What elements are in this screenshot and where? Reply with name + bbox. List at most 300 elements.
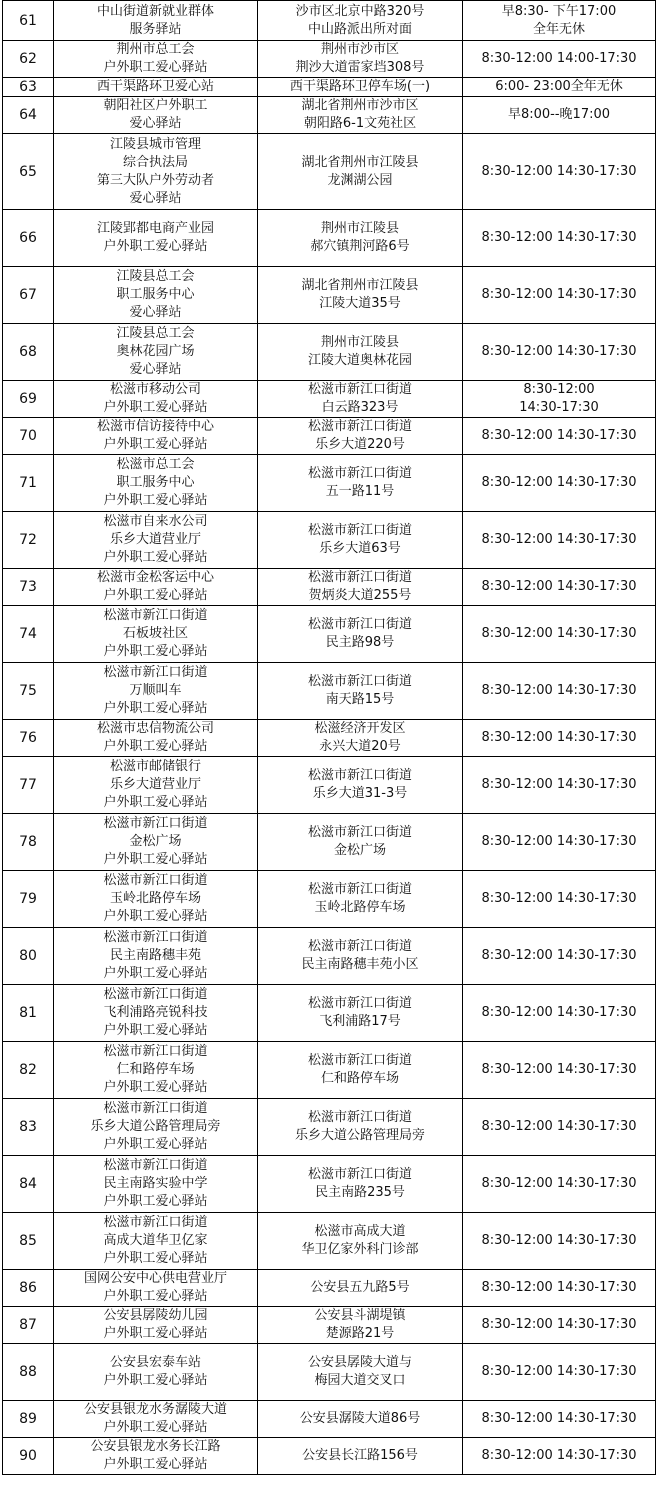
station-name-line: 户外职工爱心驿站 <box>103 644 208 659</box>
table-row <box>3 418 656 455</box>
table-row <box>3 210 656 267</box>
service-station-table <box>2 0 656 1475</box>
hours-line: 8:30-12:00 14:30-17:30 <box>481 891 637 906</box>
row-number: 83 <box>3 1099 54 1156</box>
address-line: 南天路15号 <box>325 692 395 707</box>
address-line: 公安县孱陵大道与 <box>307 1355 412 1370</box>
station-name-cell <box>54 720 258 757</box>
address-line: 松滋市新江口街道 <box>307 768 412 783</box>
address-line: 民主路98号 <box>325 635 395 650</box>
row-number: 85 <box>3 1213 54 1270</box>
station-name-line: 户外职工爱心驿站 <box>103 1289 208 1304</box>
station-name-line: 奥林花园广场 <box>116 344 195 359</box>
row-number: 63 <box>3 78 54 97</box>
table-row <box>3 1042 656 1099</box>
hours-line: 8:30-12:00 14:30-17:30 <box>481 344 637 359</box>
station-name-line: 户外职工爱心驿站 <box>103 493 208 508</box>
station-name-line: 江陵县总工会 <box>116 326 195 341</box>
row-number: 61 <box>3 1 54 41</box>
address-line: 松滋市新江口街道 <box>307 996 412 1011</box>
address-line: 乐乡大道31-3号 <box>312 786 408 801</box>
station-name-line: 公安县孱陵幼儿园 <box>103 1308 208 1323</box>
station-name-line: 松滋市忠信物流公司 <box>96 721 214 736</box>
hours-line: 早8:30- 下午17:00 <box>501 3 617 19</box>
station-name-line: 荆州市总工会 <box>116 42 195 57</box>
address-line: 郝穴镇荆河路6号 <box>310 239 410 254</box>
table-row <box>3 757 656 814</box>
address-line: 乐乡大道63号 <box>319 541 401 556</box>
hours-line: 8:30-12:00 14:30-17:30 <box>481 1005 637 1020</box>
station-name-line: 乐乡大道营业厅 <box>109 777 201 792</box>
address-line: 松滋市新江口街道 <box>307 617 412 632</box>
station-name-cell <box>54 1156 258 1213</box>
station-name-line: 第三大队户外劳动者 <box>96 172 214 188</box>
station-name-line: 民主南路穗丰苑 <box>109 948 201 963</box>
hours-cell <box>463 78 656 97</box>
address-cell <box>258 606 463 663</box>
hours-cell <box>463 1438 656 1475</box>
station-name-line: 石板坡社区 <box>122 626 188 641</box>
table-row <box>3 663 656 720</box>
row-number: 73 <box>3 569 54 606</box>
station-name-line: 户外职工爱心驿站 <box>103 1373 208 1388</box>
station-name-line: 西干渠路环卫爱心站 <box>96 79 214 94</box>
row-number: 80 <box>3 928 54 985</box>
station-name-line: 金松广场 <box>129 834 182 849</box>
row-number: 90 <box>3 1438 54 1475</box>
station-name-cell <box>54 871 258 928</box>
hours-cell <box>463 324 656 381</box>
table-row <box>3 41 656 78</box>
station-name-line: 江陵县城市管理 <box>109 136 201 152</box>
address-cell <box>258 1270 463 1307</box>
row-number: 88 <box>3 1344 54 1401</box>
row-number: 68 <box>3 324 54 381</box>
station-name-cell <box>54 210 258 267</box>
row-number: 64 <box>3 97 54 134</box>
station-name-line: 松滋市移动公司 <box>109 382 201 397</box>
station-name-cell <box>54 814 258 871</box>
station-name-line: 户外职工爱心驿站 <box>103 739 208 754</box>
station-name-cell <box>54 1307 258 1344</box>
hours-cell <box>463 512 656 569</box>
table-row <box>3 512 656 569</box>
station-name-line: 户外职工爱心驿站 <box>103 1251 208 1266</box>
address-line: 龙渊湖公园 <box>327 172 393 188</box>
station-name-line: 职工服务中心 <box>116 475 195 490</box>
station-name-line: 松滋市金松客运中心 <box>96 570 214 585</box>
station-name-line: 户外职工爱心驿站 <box>103 550 208 565</box>
address-cell <box>258 210 463 267</box>
address-cell <box>258 1 463 41</box>
row-number: 81 <box>3 985 54 1042</box>
hours-line: 14:30-17:30 <box>519 400 599 415</box>
station-name-cell <box>54 134 258 210</box>
station-name-line: 玉岭北路停车场 <box>109 891 201 906</box>
station-name-line: 职工服务中心 <box>116 287 195 302</box>
station-name-line: 户外职工爱心驿站 <box>103 1326 208 1341</box>
station-name-line: 综合执法局 <box>122 154 188 170</box>
hours-line: 8:30-12:00 14:30-17:30 <box>481 777 637 792</box>
station-name-line: 松滋市新江口街道 <box>103 665 208 680</box>
table-row <box>3 1438 656 1475</box>
hours-line: 8:30-12:00 14:30-17:30 <box>481 834 637 849</box>
hours-line: 8:30-12:00 14:30-17:30 <box>481 1317 637 1332</box>
station-name-line: 户外职工爱心驿站 <box>103 1137 208 1152</box>
hours-line: 8:30-12:00 <box>523 382 595 397</box>
station-name-cell <box>54 1401 258 1438</box>
station-name-cell <box>54 985 258 1042</box>
address-line: 荆州市江陵县 <box>320 221 399 236</box>
station-name-line: 户外职工爱心驿站 <box>103 1080 208 1095</box>
address-line: 松滋市新江口街道 <box>307 523 412 538</box>
hours-cell <box>463 1099 656 1156</box>
address-cell <box>258 569 463 606</box>
station-name-line: 户外职工爱心驿站 <box>103 1457 208 1472</box>
address-line: 松滋市新江口街道 <box>307 882 412 897</box>
row-number: 87 <box>3 1307 54 1344</box>
table-row <box>3 1156 656 1213</box>
address-line: 梅园大道交叉口 <box>314 1373 406 1388</box>
hours-line: 8:30-12:00 14:30-17:30 <box>481 626 637 641</box>
station-name-cell <box>54 1042 258 1099</box>
station-name-cell <box>54 606 258 663</box>
address-cell <box>258 720 463 757</box>
address-line: 松滋经济开发区 <box>314 721 406 736</box>
address-line: 贺炳炎大道255号 <box>308 588 412 603</box>
station-name-line: 服务驿站 <box>129 21 182 37</box>
address-cell <box>258 985 463 1042</box>
station-name-line: 户外职工爱心驿站 <box>103 60 208 75</box>
address-cell <box>258 1213 463 1270</box>
address-cell <box>258 1401 463 1438</box>
address-line: 湖北省荆州市江陵县 <box>301 278 419 293</box>
station-name-line: 民主南路实验中学 <box>103 1176 208 1191</box>
row-number: 74 <box>3 606 54 663</box>
station-name-line: 户外职工爱心驿站 <box>103 588 208 603</box>
station-name-line: 松滋市新江口街道 <box>103 1158 208 1173</box>
address-line: 乐乡大道公路管理局旁 <box>294 1128 425 1143</box>
station-name-line: 松滋市新江口街道 <box>103 1044 208 1059</box>
hours-line: 8:30-12:00 14:30-17:30 <box>481 428 637 443</box>
address-line: 松滋市高成大道 <box>314 1224 406 1239</box>
hours-cell <box>463 97 656 134</box>
hours-cell <box>463 1270 656 1307</box>
address-cell <box>258 134 463 210</box>
row-number: 77 <box>3 757 54 814</box>
hours-cell <box>463 381 656 418</box>
address-cell <box>258 814 463 871</box>
row-number: 84 <box>3 1156 54 1213</box>
address-cell <box>258 928 463 985</box>
hours-cell <box>463 41 656 78</box>
address-line: 公安县长江路156号 <box>302 1448 418 1463</box>
row-number: 65 <box>3 134 54 210</box>
station-name-line: 松滋市新江口街道 <box>103 816 208 831</box>
hours-cell <box>463 134 656 210</box>
station-name-cell <box>54 1099 258 1156</box>
hours-cell <box>463 267 656 324</box>
station-name-line: 户外职工爱心驿站 <box>103 239 208 254</box>
table-row <box>3 871 656 928</box>
address-cell <box>258 1307 463 1344</box>
address-line: 江陵大道奥林花园 <box>307 353 412 368</box>
table-row <box>3 1344 656 1401</box>
hours-line: 8:30-12:00 14:30-17:30 <box>481 1233 637 1248</box>
table-row <box>3 267 656 324</box>
table-row <box>3 455 656 512</box>
table-row <box>3 1307 656 1344</box>
address-cell <box>258 1099 463 1156</box>
table-row <box>3 1 656 41</box>
table-row <box>3 720 656 757</box>
address-line: 公安县五九路5号 <box>310 1280 410 1295</box>
hours-cell <box>463 606 656 663</box>
table-row <box>3 78 656 97</box>
station-name-cell <box>54 663 258 720</box>
station-name-line: 松滋市信访接待中心 <box>96 419 214 434</box>
address-line: 乐乡大道220号 <box>315 437 405 452</box>
row-number: 75 <box>3 663 54 720</box>
address-line: 民主南路235号 <box>315 1185 405 1200</box>
station-name-line: 高成大道华卫亿家 <box>103 1233 208 1248</box>
address-line: 飞利浦路17号 <box>319 1014 401 1029</box>
hours-cell <box>463 1 656 41</box>
station-name-line: 松滋市自来水公司 <box>103 514 208 529</box>
address-line: 金松广场 <box>333 843 386 858</box>
row-number: 79 <box>3 871 54 928</box>
station-name-line: 爱心驿站 <box>129 305 182 320</box>
row-number: 67 <box>3 267 54 324</box>
station-name-line: 公安县银龙水务长江路 <box>90 1439 221 1454</box>
row-number: 82 <box>3 1042 54 1099</box>
station-name-cell <box>54 324 258 381</box>
hours-line: 8:30-12:00 14:30-17:30 <box>481 1411 637 1426</box>
station-name-cell <box>54 1213 258 1270</box>
address-cell <box>258 1344 463 1401</box>
row-number: 69 <box>3 381 54 418</box>
hours-cell <box>463 1213 656 1270</box>
address-cell <box>258 418 463 455</box>
address-line: 松滋市新江口街道 <box>307 674 412 689</box>
address-line: 五一路11号 <box>325 484 395 499</box>
address-line: 松滋市新江口街道 <box>307 466 412 481</box>
address-line: 公安县潺陵大道86号 <box>299 1411 421 1426</box>
address-line: 松滋市新江口街道 <box>307 419 412 434</box>
address-line: 荆州市沙市区 <box>320 42 399 57</box>
table-row <box>3 1270 656 1307</box>
hours-line: 6:00- 23:00全年无休 <box>495 79 623 94</box>
row-number: 76 <box>3 720 54 757</box>
address-cell <box>258 1438 463 1475</box>
hours-line: 8:30-12:00 14:30-17:30 <box>481 1176 637 1191</box>
address-cell <box>258 97 463 134</box>
station-name-line: 公安县宏泰车站 <box>109 1355 201 1370</box>
station-name-line: 松滋市新江口街道 <box>103 608 208 623</box>
station-name-line: 户外职工爱心驿站 <box>103 909 208 924</box>
hours-cell <box>463 663 656 720</box>
station-name-line: 松滋市邮储银行 <box>109 759 201 774</box>
station-name-line: 江陵县总工会 <box>116 269 195 284</box>
hours-line: 8:30-12:00 14:30-17:30 <box>481 475 637 490</box>
hours-line: 8:30-12:00 14:30-17:30 <box>481 287 637 302</box>
table-row <box>3 1213 656 1270</box>
table-row <box>3 381 656 418</box>
address-line: 仁和路停车场 <box>320 1071 399 1086</box>
station-name-line: 中山街道新就业群体 <box>96 3 214 19</box>
row-number: 78 <box>3 814 54 871</box>
hours-line: 8:30-12:00 14:30-17:30 <box>481 230 637 245</box>
station-name-cell <box>54 78 258 97</box>
station-name-cell <box>54 267 258 324</box>
address-line: 沙市区北京中路320号 <box>295 3 425 19</box>
hours-cell <box>463 720 656 757</box>
station-name-line: 国网公安中心供电营业厅 <box>83 1271 227 1286</box>
station-name-line: 户外职工爱心驿站 <box>103 795 208 810</box>
table-row <box>3 324 656 381</box>
station-name-cell <box>54 1 258 41</box>
row-number: 72 <box>3 512 54 569</box>
table-row <box>3 569 656 606</box>
hours-line: 8:30-12:00 14:30-17:30 <box>481 532 637 547</box>
hours-line: 8:30-12:00 14:30-17:30 <box>481 730 637 745</box>
address-line: 白云路323号 <box>321 400 399 415</box>
address-line: 朝阳路6-1文苑社区 <box>303 116 417 131</box>
hours-cell <box>463 1307 656 1344</box>
hours-line: 8:30-12:00 14:30-17:30 <box>481 1364 637 1379</box>
hours-cell <box>463 814 656 871</box>
hours-cell <box>463 418 656 455</box>
address-line: 江陵大道35号 <box>319 296 401 311</box>
hours-cell <box>463 928 656 985</box>
address-line: 中山路派出所对面 <box>307 21 412 37</box>
hours-cell <box>463 1401 656 1438</box>
address-line: 永兴大道20号 <box>319 739 401 754</box>
station-name-cell <box>54 757 258 814</box>
address-cell <box>258 663 463 720</box>
address-cell <box>258 512 463 569</box>
station-name-line: 户外职工爱心驿站 <box>103 1420 208 1435</box>
table-row <box>3 1401 656 1438</box>
address-cell <box>258 324 463 381</box>
station-name-line: 松滋市新江口街道 <box>103 873 208 888</box>
station-name-line: 爱心驿站 <box>129 362 182 377</box>
station-name-cell <box>54 569 258 606</box>
station-name-cell <box>54 455 258 512</box>
address-line: 玉岭北路停车场 <box>314 900 406 915</box>
address-line: 松滋市新江口街道 <box>307 570 412 585</box>
table-row <box>3 1099 656 1156</box>
station-name-line: 户外职工爱心驿站 <box>103 437 208 452</box>
address-cell <box>258 267 463 324</box>
station-name-line: 户外职工爱心驿站 <box>103 1194 208 1209</box>
address-line: 西干渠路环卫停车场(一) <box>289 79 431 94</box>
hours-line: 8:30-12:00 14:30-17:30 <box>481 579 637 594</box>
station-name-cell <box>54 1270 258 1307</box>
station-name-line: 爱心驿站 <box>129 116 182 131</box>
station-name-line: 户外职工爱心驿站 <box>103 966 208 981</box>
station-name-line: 乐乡大道营业厅 <box>109 532 201 547</box>
table-row <box>3 97 656 134</box>
station-name-cell <box>54 41 258 78</box>
hours-line: 8:30-12:00 14:00-17:30 <box>481 51 637 66</box>
table-row <box>3 928 656 985</box>
hours-cell <box>463 985 656 1042</box>
station-name-cell <box>54 97 258 134</box>
row-number: 66 <box>3 210 54 267</box>
station-name-line: 朝阳社区户外职工 <box>103 98 208 113</box>
address-line: 湖北省荆州市江陵县 <box>301 154 419 170</box>
hours-cell <box>463 455 656 512</box>
station-name-line: 松滋市新江口街道 <box>103 930 208 945</box>
hours-line: 8:30-12:00 14:30-17:30 <box>481 1448 637 1463</box>
table-row <box>3 814 656 871</box>
address-line: 湖北省荆州市沙市区 <box>301 98 419 113</box>
row-number: 62 <box>3 41 54 78</box>
address-line: 松滋市新江口街道 <box>307 939 412 954</box>
address-line: 荆沙大道雷家垱308号 <box>295 60 425 75</box>
hours-line: 8:30-12:00 14:30-17:30 <box>481 1280 637 1295</box>
station-name-line: 爱心驿站 <box>129 190 182 206</box>
hours-line: 8:30-12:00 14:30-17:30 <box>481 163 637 179</box>
hours-line: 8:30-12:00 14:30-17:30 <box>481 948 637 963</box>
table-body <box>3 1 656 1475</box>
address-line: 松滋市新江口街道 <box>307 1167 412 1182</box>
address-line: 华卫亿家外科门诊部 <box>301 1242 419 1257</box>
station-name-line: 江陵郢都电商产业园 <box>96 221 214 236</box>
hours-line: 8:30-12:00 14:30-17:30 <box>481 1119 637 1134</box>
row-number: 86 <box>3 1270 54 1307</box>
table-row <box>3 606 656 663</box>
address-line: 松滋市新江口街道 <box>307 1110 412 1125</box>
station-name-line: 户外职工爱心驿站 <box>103 701 208 716</box>
hours-cell <box>463 871 656 928</box>
hours-cell <box>463 1042 656 1099</box>
address-cell <box>258 41 463 78</box>
row-number: 70 <box>3 418 54 455</box>
row-number: 89 <box>3 1401 54 1438</box>
station-name-line: 户外职工爱心驿站 <box>103 852 208 867</box>
station-name-line: 飞利浦路亮锐科技 <box>103 1005 208 1020</box>
address-line: 公安县斗湖堤镇 <box>314 1308 406 1323</box>
address-line: 楚源路21号 <box>325 1326 395 1341</box>
table-row <box>3 985 656 1042</box>
station-name-line: 公安县银龙水务潺陵大道 <box>83 1402 227 1417</box>
station-name-line: 松滋市总工会 <box>116 457 195 472</box>
hours-line: 8:30-12:00 14:30-17:30 <box>481 1062 637 1077</box>
station-name-line: 乐乡大道公路管理局旁 <box>90 1119 221 1134</box>
address-line: 荆州市江陵县 <box>320 335 399 350</box>
hours-line: 全年无休 <box>532 21 585 37</box>
hours-line: 早8:00--晚17:00 <box>507 107 611 122</box>
hours-cell <box>463 1156 656 1213</box>
address-line: 松滋市新江口街道 <box>307 1053 412 1068</box>
station-name-line: 户外职工爱心驿站 <box>103 1023 208 1038</box>
address-cell <box>258 757 463 814</box>
station-name-line: 松滋市新江口街道 <box>103 1101 208 1116</box>
station-name-cell <box>54 1438 258 1475</box>
station-name-line: 松滋市新江口街道 <box>103 1215 208 1230</box>
hours-cell <box>463 210 656 267</box>
station-name-line: 户外职工爱心驿站 <box>103 400 208 415</box>
station-name-cell <box>54 418 258 455</box>
station-name-line: 松滋市新江口街道 <box>103 987 208 1002</box>
station-name-cell <box>54 928 258 985</box>
address-cell <box>258 871 463 928</box>
address-cell <box>258 78 463 97</box>
hours-cell <box>463 1344 656 1401</box>
address-cell <box>258 1042 463 1099</box>
